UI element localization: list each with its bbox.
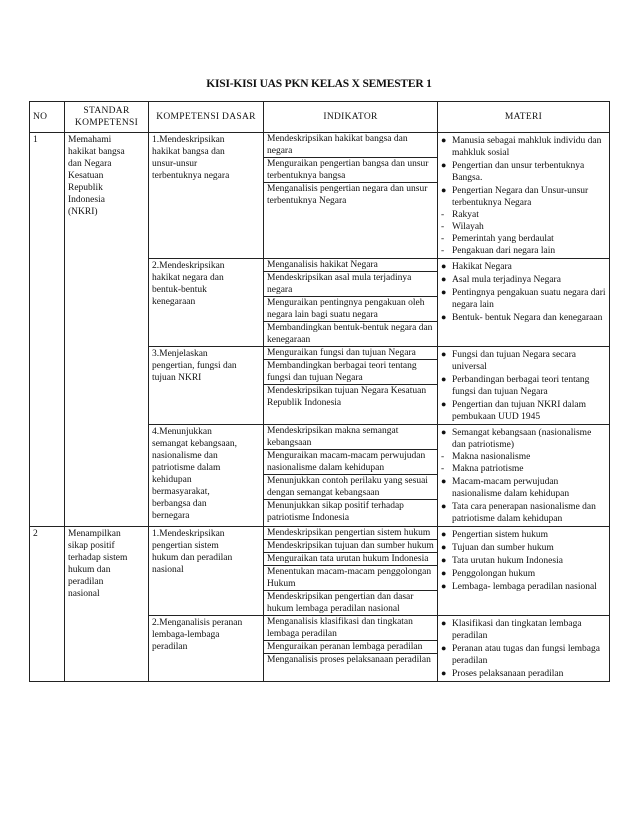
materi-text: Fungsi dan tujuan Negara secara universal	[452, 350, 576, 372]
kompetensi-dasar-cell: 3.Menjelaskan pengertian, fungsi dan tujuan NKRI	[149, 347, 264, 425]
materi-text: Asal mula terjadinya Negara	[452, 275, 561, 285]
dash-icon: -	[441, 464, 445, 474]
materi-bullet-item	[441, 134, 606, 159]
row-number: 2	[30, 527, 65, 682]
indikator-list	[267, 425, 434, 524]
materi-text: Pengertian Negara dan Unsur-unsur terbentuknya Negara	[452, 186, 589, 208]
bullet-icon: ●	[441, 581, 447, 591]
materi-text: Pengakuan dari negara lain	[452, 246, 556, 256]
indikator-item: Menunjukkan contoh perilaku yang sesuai dengan semangat kebangsaan	[264, 475, 437, 500]
materi-text: Penggolongan hukum	[452, 569, 536, 579]
materi-bullet-item	[441, 528, 606, 541]
materi-text: Bentuk- bentuk Negara dan kenegaraan	[452, 313, 603, 323]
materi-bullet-item	[441, 260, 606, 273]
bullet-icon: ●	[441, 618, 447, 628]
bullet-icon: ●	[441, 529, 447, 539]
indikator-item: Menganalisis pengertian negara dan unsur terbentuknya Negara	[267, 184, 428, 206]
indikator-cell	[264, 527, 438, 616]
materi-text: Tata urutan hukum Indonesia	[452, 556, 563, 566]
materi-text: Wilayah	[452, 222, 484, 232]
indikator-item: Menentukan macam-macam penggolongan Hukum	[264, 566, 437, 591]
materi-text: Pengertian dan tujuan NKRI dalam pembukaan UUD 1945	[452, 400, 587, 422]
indikator-item: Membandingkan berbagai teori tentang fungsi dan tujuan Negara	[264, 360, 437, 385]
bullet-icon: ●	[441, 427, 447, 437]
materi-text: Manusia sebagai mahkluk individu dan mahkluk sosial	[452, 136, 602, 158]
standar-kompetensi-cell: Memahami hakikat bangsa dan Negara Kesatuan Republik Indonesia (NKRI)	[65, 133, 149, 527]
materi-bullet-item	[441, 273, 606, 286]
header-standar-kompetensi: STANDAR KOMPETENSI	[65, 102, 149, 133]
materi-text: Hakikat Negara	[452, 262, 512, 272]
materi-bullet-item	[441, 475, 606, 500]
materi-bullet-item	[441, 567, 606, 580]
materi-text: Rakyat	[452, 210, 479, 220]
kompetensi-dasar-cell: 2.Mendeskripsikan hakikat negara dan bentuk-bentuk kenegaraan	[149, 259, 264, 347]
materi-dash-item	[441, 221, 606, 233]
materi-cell	[438, 425, 610, 527]
materi-text: Lembaga- lembaga peradilan nasional	[452, 582, 597, 592]
materi-text: Tata cara penerapan nasionalisme dan patriotisme dalam kehidupan	[452, 502, 596, 524]
materi-list	[441, 528, 606, 593]
indikator-item: Mendeskripsikan makna semangat kebangsaan	[264, 425, 437, 450]
indikator-item: Mendeskripsikan asal mula terjadinya negara	[264, 272, 437, 297]
bullet-icon: ●	[441, 312, 447, 322]
materi-list	[441, 348, 606, 423]
header-materi: MATERI	[438, 102, 610, 133]
materi-cell	[438, 616, 610, 682]
kompetensi-dasar-cell: 2.Menganalisis peranan lembaga-lembaga peradilan	[149, 616, 264, 682]
dash-icon: -	[441, 222, 445, 232]
row-number: 1	[30, 133, 65, 527]
materi-text: Pentingnya pengakuan suatu negara dari negara lain	[452, 288, 606, 310]
materi-bullet-item	[441, 541, 606, 554]
indikator-cell	[264, 133, 438, 259]
bullet-icon: ●	[441, 135, 447, 145]
bullet-icon: ●	[441, 643, 447, 653]
indikator-item: Menguraikan pentingnya pengakuan oleh negara lain bagi suatu negara	[264, 297, 437, 322]
table-body	[30, 133, 610, 682]
indikator-item: Menunjukkan sikap positif terhadap patriotisme Indonesia	[267, 501, 404, 523]
materi-bullet-item	[441, 426, 606, 451]
materi-bullet-item	[441, 500, 606, 525]
materi-cell	[438, 133, 610, 259]
materi-cell	[438, 259, 610, 347]
materi-text: Semangat kebangsaan (nasionalisme dan patriotisme)	[452, 428, 592, 450]
materi-bullet-item	[441, 373, 606, 398]
materi-bullet-item	[441, 348, 606, 373]
bullet-icon: ●	[441, 501, 447, 511]
indikator-list	[267, 616, 434, 666]
indikator-cell	[264, 425, 438, 527]
materi-cell	[438, 527, 610, 616]
header-kompetensi-dasar: KOMPETENSI DASAR	[149, 102, 264, 133]
materi-text: Peranan atau tugas dan fungsi lembaga peradilan	[452, 644, 600, 666]
materi-text: Makna nasionalisme	[452, 452, 531, 462]
kompetensi-dasar-cell: 1.Mendeskripsikan hakikat bangsa dan unsur-unsur terbentuknya negara	[149, 133, 264, 259]
materi-dash-item	[441, 209, 606, 221]
indikator-item: Menganalisis hakikat Negara	[264, 259, 437, 272]
materi-bullet-item	[441, 286, 606, 311]
materi-list	[441, 617, 606, 680]
materi-text: Pengertian dan unsur terbentuknya Bangsa.	[452, 161, 585, 183]
indikator-item: Menguraikan fungsi dan tujuan Negara	[264, 347, 437, 360]
dash-icon: -	[441, 246, 445, 256]
bullet-icon: ●	[441, 349, 447, 359]
materi-text: Perbandingan berbagai teori tentang fungsi dan tujuan Negara	[452, 375, 590, 397]
dash-icon: -	[441, 234, 445, 244]
bullet-icon: ●	[441, 274, 447, 284]
materi-bullet-item	[441, 580, 606, 593]
materi-list	[441, 260, 606, 324]
indikator-cell	[264, 259, 438, 347]
materi-text: Pengertian sistem hukum	[452, 530, 549, 540]
materi-bullet-item	[441, 554, 606, 567]
materi-list	[441, 426, 606, 525]
indikator-item: Mendeskripsikan tujuan Negara Kesatuan Republik Indonesia	[267, 386, 427, 408]
indikator-item: Mendeskripsikan tujuan dan sumber hukum	[264, 540, 437, 553]
materi-text: Pemerintah yang berdaulat	[452, 234, 554, 244]
materi-bullet-item	[441, 311, 606, 324]
table-row	[30, 133, 610, 259]
materi-bullet-item	[441, 184, 606, 209]
materi-bullet-item	[441, 642, 606, 667]
header-no: NO	[30, 102, 65, 133]
indikator-item: Menganalisis proses pelaksanaan peradilan	[267, 655, 431, 665]
indikator-cell	[264, 347, 438, 425]
materi-text: Tujuan dan sumber hukum	[452, 543, 554, 553]
table-row	[30, 527, 610, 616]
materi-bullet-item	[441, 159, 606, 184]
bullet-icon: ●	[441, 374, 447, 384]
header-indikator: INDIKATOR	[264, 102, 438, 133]
bullet-icon: ●	[441, 555, 447, 565]
standar-kompetensi-cell: Menampilkan sikap positif terhadap sistem hukum dan peradilan nasional	[65, 527, 149, 682]
dash-icon: -	[441, 452, 445, 462]
materi-cell	[438, 347, 610, 425]
materi-bullet-item	[441, 398, 606, 423]
materi-dash-item	[441, 245, 606, 257]
document-title: KISI-KISI UAS PKN KELAS X SEMESTER 1	[206, 78, 432, 90]
bullet-icon: ●	[441, 399, 447, 409]
materi-list	[441, 134, 606, 257]
materi-text: Macam-macam perwujudan nasionalisme dalam kehidupan	[452, 477, 570, 499]
indikator-list	[267, 259, 434, 346]
kompetensi-dasar-cell: 1.Mendeskripsikan pengertian sistem hukum dan peradilan nasional	[149, 527, 264, 616]
bullet-icon: ●	[441, 568, 447, 578]
bullet-icon: ●	[441, 160, 447, 170]
indikator-item: Membandingkan bentuk-bentuk negara dan kenegaraan	[267, 323, 433, 345]
indikator-item: Menguraikan peranan lembaga peradilan	[264, 641, 437, 654]
indikator-list	[267, 527, 434, 615]
materi-bullet-item	[441, 617, 606, 642]
indikator-list	[267, 347, 434, 409]
bullet-icon: ●	[441, 261, 447, 271]
bullet-icon: ●	[441, 287, 447, 297]
indikator-list	[267, 133, 434, 207]
indikator-cell	[264, 616, 438, 682]
bullet-icon: ●	[441, 476, 447, 486]
materi-dash-item	[441, 233, 606, 245]
bullet-icon: ●	[441, 185, 447, 195]
materi-text: Klasifikasi dan tingkatan lembaga peradilan	[452, 619, 582, 641]
table-header	[30, 102, 610, 133]
materi-dash-item	[441, 463, 606, 475]
indikator-item: Mendeskripsikan pengertian sistem hukum	[264, 527, 437, 540]
indikator-item: Menguraikan pengertian bangsa dan unsur terbentuknya bangsa	[264, 158, 437, 183]
dash-icon: -	[441, 210, 445, 220]
header-row	[30, 102, 610, 133]
kisi-kisi-table	[29, 101, 610, 682]
materi-bullet-item	[441, 667, 606, 680]
materi-dash-item	[441, 451, 606, 463]
bullet-icon: ●	[441, 668, 447, 678]
kompetensi-dasar-cell: 4.Menunjukkan semangat kebangsaan, nasionalisme dan patriotisme dalam kehidupan bermasyarakat, berbangsa dan bernegara	[149, 425, 264, 527]
materi-text: Makna patriotisme	[452, 464, 524, 474]
bullet-icon: ●	[441, 542, 447, 552]
indikator-item: Menguraikan macam-macam perwujudan nasionalisme dalam kehidupan	[264, 450, 437, 475]
indikator-item: Mendeskripsikan hakikat bangsa dan negara	[264, 133, 437, 158]
indikator-item: Menguraikan tata urutan hukum Indonesia	[264, 553, 437, 566]
materi-text: Proses pelaksanaan peradilan	[452, 669, 564, 679]
indikator-item: Mendeskripsikan pengertian dan dasar hukum lembaga peradilan nasional	[267, 592, 414, 614]
indikator-item: Menganalisis klasifikasi dan tingkatan lembaga peradilan	[264, 616, 437, 641]
